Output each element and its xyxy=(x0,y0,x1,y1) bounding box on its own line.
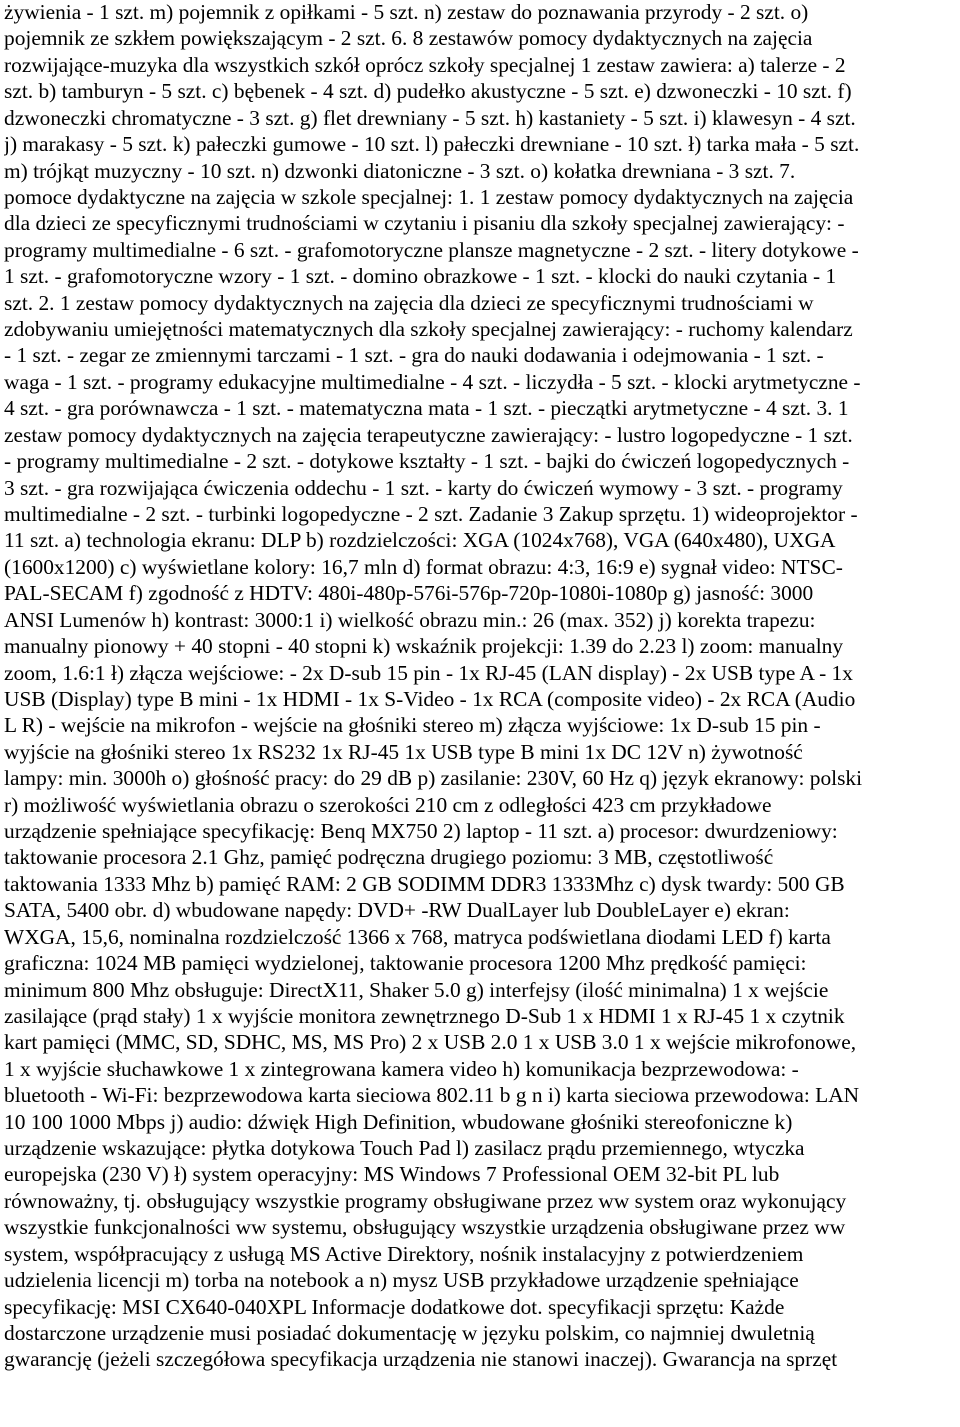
text-line: szt. b) tamburyn - 5 szt. c) bębenek - 4 szt. d) pudełko akustyczne - 5 szt. e) dzwoneczki - 10 szt. f) xyxy=(4,79,852,104)
text-line: kart pamięci (MMC, SD, SDHC, MS, MS Pro) 2 x USB 2.0 1 x USB 3.0 1 x wejście mikrofonowe, xyxy=(4,1030,857,1055)
text-line: SATA, 5400 obr. d) wbudowane napędy: DVD+ -RW DualLayer lub DoubleLayer e) ekran: xyxy=(4,898,790,923)
text-line: europejska (230 V) ł) system operacyjny: MS Windows 7 Professional OEM 32-bit PL lub xyxy=(4,1162,780,1187)
text-line: graficzna: 1024 MB pamięci wydzielonej, taktowanie procesora 1200 Mhz prędkość pamięci: xyxy=(4,951,807,976)
text-line: gwarancję (jeżeli szczegółowa specyfikacja urządzenia nie stanowi inaczej). Gwarancja na sprzęt xyxy=(4,1347,838,1372)
text-line: waga - 1 szt. - programy edukacyjne multimedialne - 4 szt. - liczydła - 5 szt. - klocki arytmetyczne - xyxy=(4,369,861,394)
text-line: taktowanie procesora 2.1 Ghz, pamięć podręczna drugiego poziomu: 3 MB, częstotliwość xyxy=(4,845,774,870)
text-line: m) trójkąt muzyczny - 10 szt. n) dzwonki diatoniczne - 3 szt. o) kołatka drewniana - 3 szt. 7. xyxy=(4,158,796,183)
text-line: L R) - wejście na mikrofon - wejście na głośniki stereo m) złącza wyjściowe: 1x D-sub 15 pin - xyxy=(4,713,821,738)
text-line: multimedialne - 2 szt. - turbinki logopedyczne - 2 szt. Zadanie 3 Zakup sprzętu. 1) wideoprojektor - xyxy=(4,501,858,526)
text-line: (1600x1200) c) wyświetlane kolory: 16,7 mln d) format obrazu: 4:3, 16:9 e) sygnał video: NTSC- xyxy=(4,554,843,579)
text-line: wszystkie funkcjonalności ww systemu, obsługujący wszystkie urządzenia obsługiwane przez ww xyxy=(4,1215,846,1240)
text-line: 10 100 1000 Mbps j) audio: dźwięk High Definition, wbudowane głośniki stereofoniczne k) xyxy=(4,1109,793,1134)
text-line: wyjście na głośniki stereo 1x RS232 1x RJ-45 1x USB type B mini 1x DC 12V n) żywotność xyxy=(4,739,803,764)
text-line: WXGA, 15,6, nominalna rozdzielczość 1366 x 768, matryca podświetlana diodami LED f) karta xyxy=(4,924,831,949)
text-line: - 1 szt. - zegar ze zmiennymi tarczami - 1 szt. - gra do nauki dodawania i odejmowania - 1 szt. - xyxy=(4,343,824,368)
text-line: 1 szt. - grafomotoryczne wzory - 1 szt. - domino obrazkowe - 1 szt. - klocki do nauki czytania - 1 xyxy=(4,264,837,289)
text-line: bluetooth - Wi-Fi: bezprzewodowa karta sieciowa 802.11 b g n i) karta sieciowa przewodowa: LAN xyxy=(4,1083,860,1108)
document-page xyxy=(4,0,954,1427)
text-line: rozwijające-muzyka dla wszystkich szkół oprócz szkoły specjalnej 1 zestaw zawiera: a) talerze - 2 xyxy=(4,52,846,77)
text-line: ANSI Lumenów h) kontrast: 3000:1 i) wielkość obrazu min.: 26 (max. 352) j) korekta trapezu: xyxy=(4,607,816,632)
text-line: taktowania 1333 Mhz b) pamięć RAM: 2 GB SODIMM DDR3 1333Mhz c) dysk twardy: 500 GB xyxy=(4,871,845,896)
text-line: zoom, 1.6:1 ł) złącza wejściowe: - 2x D-sub 15 pin - 1x RJ-45 (LAN display) - 2x USB type A - 1x xyxy=(4,660,853,685)
text-line: urządzenie wskazujące: płytka dotykowa Touch Pad l) zasilacz prądu przemiennego, wtyczka xyxy=(4,1136,805,1161)
text-line: PAL-SECAM f) zgodność z HDTV: 480i-480p-576i-576p-720p-1080i-1080p g) jasność: 3000 xyxy=(4,581,814,606)
text-line: USB (Display) type B mini - 1x HDMI - 1x S-Video - 1x RCA (composite video) - 2x RCA (Audio xyxy=(4,686,856,711)
text-line: równoważny, tj. obsługujący wszystkie programy obsługiwane przez ww system oraz wykonujący xyxy=(4,1188,847,1213)
text-line: minimum 800 Mhz obsługuje: DirectX11, Shaker 5.0 g) interfejsy (ilość minimalna) 1 x wejście xyxy=(4,977,829,1002)
text-line: system, współpracujący z usługą MS Active Direktory, nośnik instalacyjny z potwierdzeniem xyxy=(4,1241,804,1266)
text-line: pojemnik ze szkłem powiększającym - 2 szt. 6. 8 zestawów pomocy dydaktycznych na zajęcia xyxy=(4,26,813,51)
text-line: zasilające (prąd stały) 1 x wyjście monitora zewnętrznego D-Sub 1 x HDMI 1 x RJ-45 1 x czytnik xyxy=(4,1003,845,1028)
text-line: urządzenie spełniające specyfikację: Benq MX750 2) laptop - 11 szt. a) procesor: dwurdzeniowy: xyxy=(4,819,838,844)
text-line: dla dzieci ze specyficznymi trudnościami w czytaniu i pisaniu dla szkoły specjalnej zawierający: - xyxy=(4,211,845,236)
text-line: udzielenia licencji m) torba na notebook a n) mysz USB przykładowe urządzenie spełniające xyxy=(4,1268,799,1293)
text-line: programy multimedialne - 6 szt. - grafomotoryczne plansze magnetyczne - 2 szt. - litery dotykowe - xyxy=(4,237,859,262)
text-line: lampy: min. 3000h o) głośność pracy: do 29 dB p) zasilanie: 230V, 60 Hz q) język ekranowy: polski xyxy=(4,766,863,791)
text-line: 4 szt. - gra porównawcza - 1 szt. - matematyczna mata - 1 szt. - pieczątki arytmetyczne - 4 szt. 3. 1 xyxy=(4,396,849,421)
text-line: zestaw pomocy dydaktycznych na zajęcia terapeutyczne zawierający: - lustro logopedyczne - 1 szt. xyxy=(4,422,853,447)
text-line: żywienia - 1 szt. m) pojemnik z opiłkami - 5 szt. n) zestaw do poznawania przyrody - 2 szt. o) xyxy=(4,0,809,24)
text-line: szt. 2. 1 zestaw pomocy dydaktycznych na zajęcia dla dzieci ze specyficznymi trudnościami w xyxy=(4,290,814,315)
text-line: specyfikację: MSI CX640-040XPL Informacje dodatkowe dot. specyfikacji sprzętu: Każde xyxy=(4,1294,785,1319)
text-line: dostarczone urządzenie musi posiadać dokumentację w języku polskim, co najmniej dwuletnią xyxy=(4,1321,815,1345)
text-line: manualny pionowy + 40 stopni - 40 stopni k) wskaźnik projekcji: 1.39 do 2.23 l) zoom: manualny xyxy=(4,634,844,659)
text-line: 1 x wyjście słuchawkowe 1 x zintegrowana kamera video h) komunikacja bezprzewodowa: - xyxy=(4,1056,799,1081)
text-line: dzwoneczki chromatyczne - 3 szt. g) flet drewniany - 5 szt. h) kastaniety - 5 szt. i) klawesyn - 4 szt. xyxy=(4,105,856,130)
text-line: r) możliwość wyświetlania obrazu o szerokości 210 cm z odległości 423 cm przykładowe xyxy=(4,792,772,817)
text-line: - programy multimedialne - 2 szt. - dotykowe kształty - 1 szt. - bajki do ćwiczeń logopedycznych - xyxy=(4,449,850,474)
text-line: pomoce dydaktyczne na zajęcia w szkole specjalnej: 1. 1 zestaw pomocy dydaktycznych na zajęcia xyxy=(4,184,854,209)
text-line: 3 szt. - gra rozwijająca ćwiczenia oddechu - 1 szt. - karty do ćwiczeń wymowy - 3 szt. - programy xyxy=(4,475,843,500)
text-line: 11 szt. a) technologia ekranu: DLP b) rozdzielczości: XGA (1024x768), VGA (640x480), UXGA xyxy=(4,528,836,553)
text-line: zdobywaniu umiejętności matematycznych dla szkoły specjalnej zawierający: - ruchomy kalendarz xyxy=(4,317,853,342)
text-line: j) marakasy - 5 szt. k) pałeczki gumowe - 10 szt. l) pałeczki drewniane - 10 szt. ł) tarka mała - 5 szt. xyxy=(4,132,860,157)
